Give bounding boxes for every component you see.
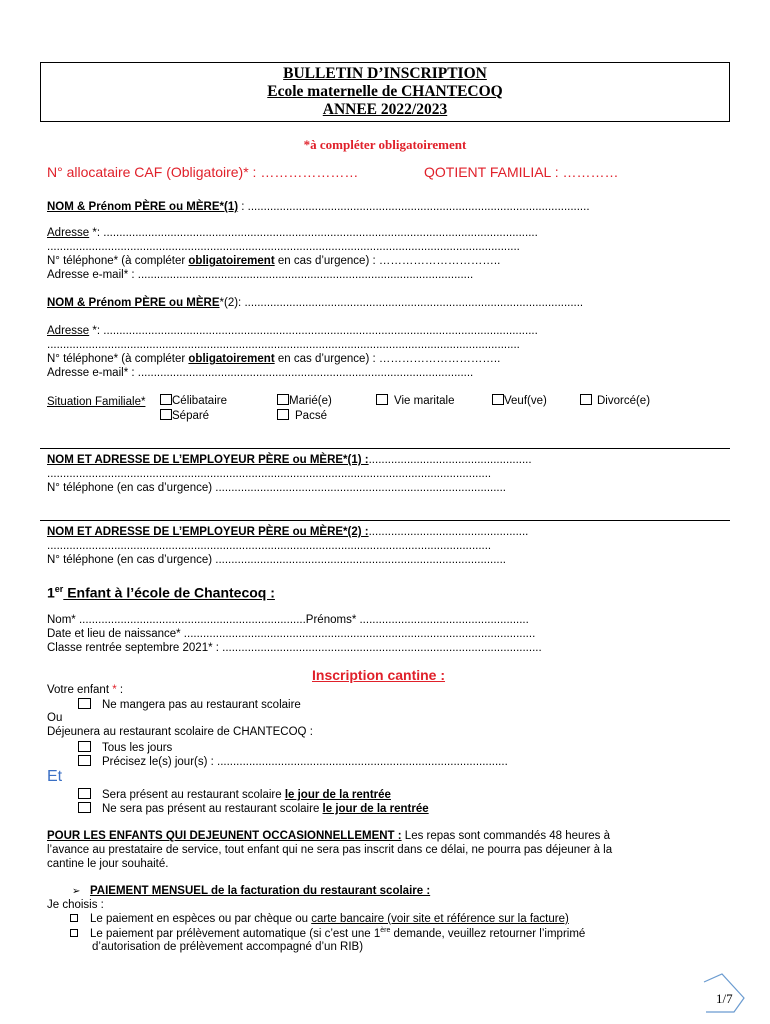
option-present-rentree[interactable]: Sera présent au restaurant scolaire le jour de la rentrée <box>78 788 391 801</box>
title-box <box>40 62 730 122</box>
parent2-phone-field[interactable]: N° téléphone* (à compléter obligatoirement en cas d’urgence) : ………………………….. <box>47 353 501 365</box>
checkbox[interactable] <box>78 802 91 813</box>
je-choisis-label: Je choisis : <box>47 899 104 911</box>
option-absent-rentree[interactable]: Ne sera pas présent au restaurant scolaire le jour de la rentrée <box>78 802 429 815</box>
child-class-field[interactable]: Classe rentrée septembre 2021* : .................................................................................................... <box>47 642 542 654</box>
mandatory-note: *à compléter obligatoirement <box>303 137 467 152</box>
occasionnel-line1: POUR LES ENFANTS QUI DEJEUNENT OCCASIONNELLEMENT : Les repas sont commandés 48 heures à <box>47 830 611 842</box>
paiement-prelevement-line2: d’autorisation de prélèvement accompagné d’un RIB) <box>92 941 364 953</box>
child-name-field[interactable]: Nom* .......................................................................Prénoms* ..................................................... <box>47 614 529 626</box>
quotient-familial-field[interactable]: QOTIENT FAMILIAL : ………… <box>424 164 619 180</box>
checkbox[interactable] <box>78 698 91 709</box>
ou-label: Ou <box>47 712 63 724</box>
checkbox[interactable] <box>78 741 91 752</box>
employer1-phone-field[interactable]: N° téléphone (en cas d’urgence) ........................................................................................... <box>47 482 507 494</box>
caf-field[interactable]: N° allocataire CAF (Obligatoire)* : ………………… <box>47 164 359 180</box>
checkbox[interactable] <box>492 394 504 405</box>
dejeunera-label: Déjeunera au restaurant scolaire de CHANTECOQ : <box>47 726 313 738</box>
checkbox[interactable] <box>78 788 91 799</box>
parent2-address-field[interactable]: Adresse *: ........................................................................................................................................ <box>47 325 538 337</box>
parent1-email-field[interactable]: Adresse e-mail* : ......................................................................................................... <box>47 269 474 281</box>
title-line-2: Ecole maternelle de CHANTECOQ <box>267 83 503 100</box>
employer1-field[interactable]: NOM ET ADRESSE DE L’EMPLOYEUR PÈRE ou MÈRE*(1) :................................................... <box>47 454 532 466</box>
option-no-eat[interactable]: Ne mangera pas au restaurant scolaire <box>78 698 301 711</box>
child-heading: 1er Enfant à l’école de Chantecoq : <box>47 584 275 601</box>
et-label: Et <box>47 768 63 785</box>
paiement-heading: ➢ PAIEMENT MENSUEL de la facturation du restaurant scolaire : <box>72 885 431 897</box>
parent1-phone-field[interactable]: N° téléphone* (à compléter obligatoirement en cas d’urgence) : ………………………….. <box>47 255 501 267</box>
employer2-line2[interactable]: ........................................................................................................................................... <box>47 540 492 552</box>
parent2-name-field[interactable]: NOM & Prénom PÈRE ou MÈRE*(2): .......................................................................................................... <box>47 297 584 309</box>
situation-label: Situation Familiale* <box>47 396 146 408</box>
parent2-address-line2[interactable]: .................................................................................................................................................... <box>47 339 520 351</box>
parent1-address-field[interactable]: Adresse *: ........................................................................................................................................ <box>47 227 538 239</box>
option-divorce[interactable]: Divorcé(e) <box>580 394 650 407</box>
option-precisez-jours[interactable]: Précisez le(s) jour(s) : ........................................................................................... <box>78 755 508 768</box>
parent2-email-field[interactable]: Adresse e-mail* : ......................................................................................................... <box>47 367 474 379</box>
child-birth-field[interactable]: Date et lieu de naissance* .............................................................................................................. <box>47 628 536 640</box>
checkbox[interactable] <box>376 394 388 405</box>
option-vie-maritale[interactable]: Vie maritale <box>376 394 455 407</box>
option-pacse[interactable]: Pacsé <box>277 409 327 422</box>
checkbox[interactable] <box>78 755 91 766</box>
checkbox[interactable] <box>277 409 289 420</box>
title-line-3: ANNEE 2022/2023 <box>322 101 448 118</box>
employer2-field[interactable]: NOM ET ADRESSE DE L’EMPLOYEUR PÈRE ou MÈRE*(2) :.................................................. <box>47 526 529 538</box>
option-marie[interactable]: Marié(e) <box>277 394 332 407</box>
checkbox[interactable] <box>160 409 172 420</box>
votre-enfant-label: Votre enfant * : <box>47 684 124 696</box>
checkbox[interactable] <box>70 929 78 937</box>
option-veuf[interactable]: Veuf(ve) <box>492 394 547 407</box>
arrow-bullet-icon: ➢ <box>72 886 81 897</box>
checkbox[interactable] <box>70 914 78 922</box>
parent1-name-field[interactable]: NOM & Prénom PÈRE ou MÈRE*(1) : ........................................................................................................... <box>47 201 590 213</box>
occasionnel-line3: cantine le jour souhaité. <box>47 858 169 870</box>
option-paiement-especes[interactable]: Le paiement en espèces ou par chèque ou carte bancaire (voir site et référence sur la facture) <box>70 913 569 925</box>
parent1-address-line2[interactable]: .................................................................................................................................................... <box>47 241 520 253</box>
option-tous-les-jours[interactable]: Tous les jours <box>78 741 172 754</box>
employer1-line2[interactable]: ........................................................................................................................................... <box>47 468 492 480</box>
checkbox[interactable] <box>277 394 289 405</box>
option-paiement-prelevement[interactable]: Le paiement par prélèvement automatique (si c’est une 1ère demande, veuillez retourner l’imprimé <box>70 927 585 940</box>
title-line-1: BULLETIN D’INSCRIPTION <box>283 65 487 82</box>
option-celibataire[interactable]: Célibataire <box>160 394 227 407</box>
checkbox[interactable] <box>580 394 592 405</box>
checkbox[interactable] <box>160 394 172 405</box>
option-separe[interactable]: Séparé <box>160 409 209 422</box>
cantine-heading: Inscription cantine : <box>312 667 446 683</box>
employer2-phone-field[interactable]: N° téléphone (en cas d’urgence) ........................................................................................... <box>47 554 507 566</box>
occasionnel-line2: l’avance au prestataire de service, tout enfant qui ne sera pas inscrit dans ce délai, ne pourra pas déjeuner à la <box>47 844 613 856</box>
page-number: 1/7 <box>716 991 733 1006</box>
